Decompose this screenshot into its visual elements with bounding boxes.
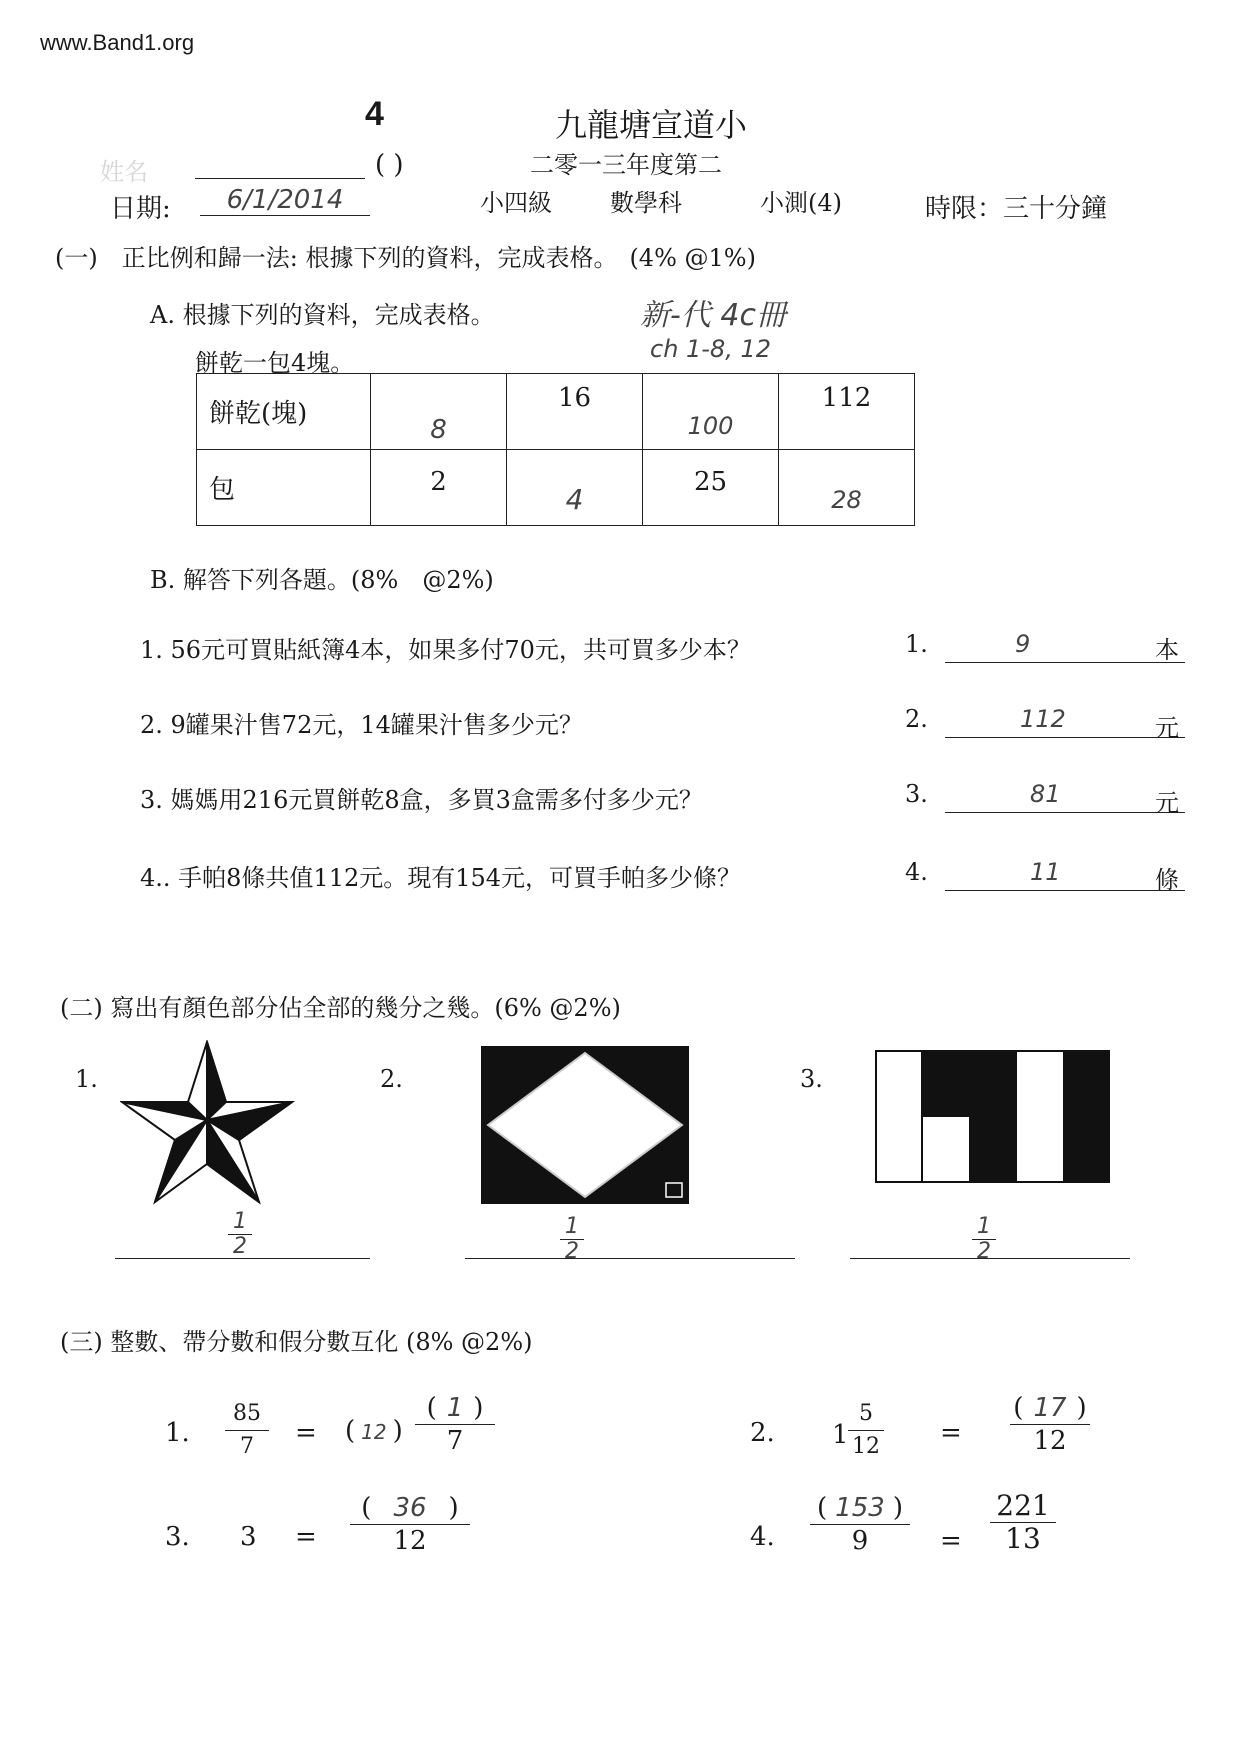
conversion-4-equals: = [940, 1526, 962, 1556]
date-label: 日期: [110, 194, 171, 224]
partA-label: A. 根據下列的資料，完成表格。 [150, 301, 495, 329]
table-cell-answer: 28 [779, 450, 915, 526]
question-4: 4.. 手帕8條共值112元。現有154元，可買手帕多少條？ [140, 864, 742, 892]
answer-3-line [945, 812, 1185, 813]
table-cell: 25 [643, 450, 779, 526]
bar-grid-figure [875, 1050, 1110, 1183]
question-3: 3. 媽媽用216元買餅乾8盒，多買3盒需多付多少元？ [140, 786, 703, 814]
conversion-3-number: 3. [165, 1522, 190, 1552]
answer-2-line [945, 737, 1185, 738]
figure-1-answer: $\frac{1}{2}$ [228, 1210, 252, 1259]
handwritten-note-chapters: ch 1-8, 12 [650, 335, 772, 363]
conversion-1-equals: = [295, 1418, 317, 1448]
class-number-paren: ( ) [375, 150, 404, 180]
quiz-label: 小測(4) [760, 189, 842, 217]
watermark[interactable]: www.Band1.org [40, 30, 195, 55]
question-1: 1. 56元可買貼紙簿4本，如果多付70元，共可買多少本？ [140, 636, 751, 664]
school-name: 九龍塘宣道小 [555, 106, 748, 144]
conversion-4-fraction: $\frac{221}{13}$ [990, 1490, 1056, 1555]
conversion-3-answer-fraction: $\frac{( 36 )}{12}$ [350, 1492, 470, 1557]
table-cell: 112 [779, 374, 915, 450]
conversion-2-answer-fraction: $\frac{( 17 )}{12}$ [1010, 1392, 1090, 1457]
row-head-biscuits: 餅乾(塊) [197, 374, 371, 450]
answer-2-number: 2. [905, 705, 928, 733]
table-cell-answer: 8 [371, 374, 507, 450]
section3-title: (三) 整數、帶分數和假分數互化 (8% @2%) [60, 1328, 533, 1356]
conversion-2-whole: 1 [832, 1420, 849, 1450]
figure-3-number: 3. [800, 1065, 823, 1093]
figure-1-number: 1. [75, 1065, 98, 1093]
star-figure [120, 1040, 295, 1205]
name-underline [195, 178, 365, 179]
conversion-1-paren: ( 12 ) [345, 1416, 403, 1446]
answer-4-number: 4. [905, 858, 928, 886]
subject: 數學科 [610, 189, 682, 217]
table-cell: 2 [371, 450, 507, 526]
section1-title: (一) 正比例和歸一法: 根據下列的資料，完成表格。 (4% @1%) [55, 244, 756, 272]
answer-1-line [945, 662, 1185, 663]
conversion-1-answer-fraction: $\frac{( 1 )}{7}$ [415, 1392, 495, 1457]
figure-2-answer: $\frac{1}{2}$ [560, 1215, 584, 1264]
worksheet-number: 4 [365, 95, 384, 133]
answer-2-value: 112 [1020, 705, 1066, 733]
partA-info: 餅乾一包4塊。 [195, 349, 355, 377]
figure-3-answer: $\frac{1}{2}$ [972, 1215, 996, 1264]
answer-1-number: 1. [905, 630, 928, 658]
answer-4-unit: 條 [1155, 866, 1179, 894]
ratio-table [196, 373, 915, 526]
figure-2-answer-line [465, 1258, 795, 1259]
conversion-3-whole: 3 [240, 1522, 257, 1552]
figure-2-number: 2. [380, 1065, 403, 1093]
name-label: 姓名 [100, 158, 148, 186]
figure-1-answer-line [115, 1258, 370, 1259]
conversion-2-equals: = [940, 1418, 962, 1448]
handwritten-note-textbook: 新-代 4c冊 [640, 298, 786, 333]
answer-2-unit: 元 [1155, 714, 1179, 742]
time-limit: 時限：三十分鐘 [925, 194, 1108, 224]
table-row-biscuits [197, 374, 915, 450]
answer-4-value: 11 [1030, 858, 1061, 886]
partB-label: B. 解答下列各題。(8% @2%) [150, 566, 494, 594]
answer-3-number: 3. [905, 780, 928, 808]
date-value: 6/1/2014 [200, 185, 370, 216]
diamond-in-rectangle-figure [480, 1045, 690, 1205]
table-cell-answer: 100 [643, 374, 779, 450]
answer-1-unit: 本 [1155, 636, 1179, 664]
answer-3-unit: 元 [1155, 789, 1179, 817]
table-cell: 16 [507, 374, 643, 450]
answer-3-value: 81 [1030, 780, 1061, 808]
answer-4-line [945, 890, 1185, 891]
answer-1-value: 9 [1015, 630, 1031, 658]
conversion-3-equals: = [295, 1522, 317, 1552]
conversion-4-number: 4. [750, 1522, 775, 1552]
section2-title: (二) 寫出有顏色部分佔全部的幾分之幾。(6% @2%) [60, 994, 621, 1022]
school-year: 二零一三年度第二 [530, 151, 722, 179]
row-head-packs: 包 [197, 450, 371, 526]
conversion-2-fraction: $\frac{5}{12}$ [848, 1398, 884, 1463]
table-row-packs [197, 450, 915, 526]
conversion-1-number: 1. [165, 1418, 190, 1448]
grade: 小四級 [480, 189, 552, 217]
table-cell-answer: 4 [507, 450, 643, 526]
conversion-2-number: 2. [750, 1418, 775, 1448]
conversion-4-answer-fraction: $\frac{( 153 )}{9}$ [810, 1492, 910, 1557]
question-2: 2. 9罐果汁售72元，14罐果汁售多少元？ [140, 711, 583, 739]
conversion-1-fraction: $\frac{85}{7}$ [225, 1398, 269, 1463]
figure-3-answer-line [850, 1258, 1130, 1259]
